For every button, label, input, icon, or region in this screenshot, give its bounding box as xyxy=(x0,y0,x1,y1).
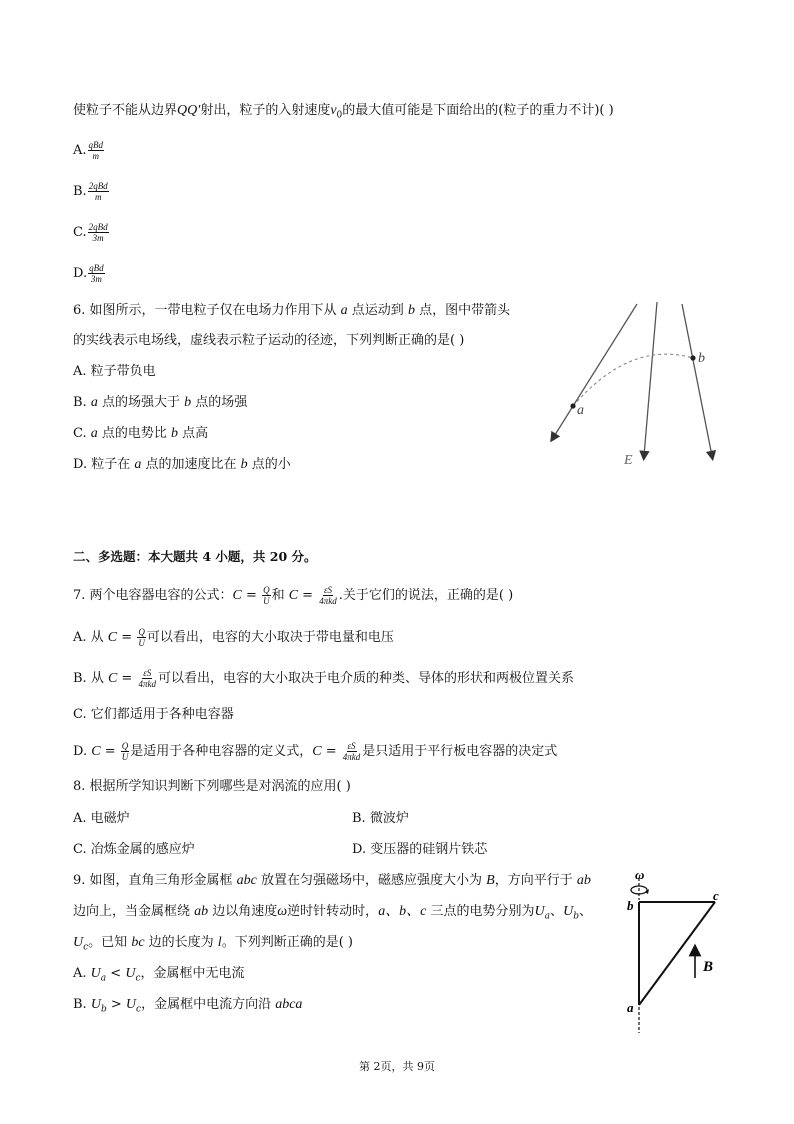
label-a: a xyxy=(627,1000,634,1015)
field-line-left xyxy=(553,304,637,438)
q8-option-b: B. 微波炉 xyxy=(352,811,409,826)
q8-stem: 8. 根据所学知识判断下列哪些是对涡流的应用( ) xyxy=(73,779,351,794)
label-B: B xyxy=(703,959,714,975)
q9-option-a: A. $U_a < U_c$，金属框中无电流 xyxy=(73,966,245,984)
q5-stem: 使粒子不能从边界QQ′射出，粒子的入射速度$v_0$的最大值可能是下面给出的(粒子的重力不计)( ) xyxy=(73,103,614,121)
q6-stem-line1: 6. 如图所示，一带电粒子仅在电场力作用下从 a 点运动到 b 点，图中带箭头 xyxy=(73,303,511,318)
side-ac xyxy=(639,902,715,1005)
q8-option-d: D. 变压器的硅钢片铁芯 xyxy=(352,842,488,857)
q9-option-b: B. $U_b > U_c$，金属框中电流方向沿 abca xyxy=(73,997,303,1015)
label-b: b xyxy=(627,898,634,913)
q9-stem-line2: 边向上，当金属框绕 ab 边以角速度ω逆时针转动时，a、b、c 三点的电势分别为$U_a$、$U_b$、 xyxy=(73,904,592,922)
q6-option-a: A. 粒子带负电 xyxy=(73,364,156,379)
q9-stem-line1: 9. 如图，直角三角形金属框 abc 放置在匀强磁场中，磁感应强度大小为 B，方向平行于 ab xyxy=(73,873,591,888)
section-title-multiple-choice: 二、多选题：本大题共 4 小题，共 20 分。 xyxy=(73,549,317,564)
trajectory-dashed xyxy=(573,354,693,406)
q9-stem-line3: $U_c$。已知 bc 边的长度为 l。下列判断正确的是( ) xyxy=(73,935,353,953)
field-line-right xyxy=(682,304,712,456)
q8-option-c: C. 冶炼金属的感应炉 xyxy=(73,842,195,857)
q7-option-b: B. 从 C = $\frac{\varepsilon S}{\text{4πkd}}$ 可以看出，电容的大小取决于电介质的种类、导体的形状和两极位置关系 xyxy=(73,668,574,689)
q7-option-a: A. 从 C = $\frac{Q}{U}$ 可以看出，电容的大小取决于带电量和电压 xyxy=(73,627,394,648)
page-footer: 第 2页，共 9页 xyxy=(359,1060,435,1073)
q6-field-figure xyxy=(540,298,730,470)
q5-option-c: C. $\frac{\text{2qBd}}{3m}$ xyxy=(73,222,108,243)
q6-option-b: B. a 点的场强大于 b 点的场强 xyxy=(73,395,248,410)
q8-option-a: A. 电磁炉 xyxy=(73,811,130,826)
label-omega: ω xyxy=(635,868,645,882)
label-c: c xyxy=(713,888,719,903)
q5-option-a: A. $\frac{\text{qBd}}{m}$ xyxy=(73,140,104,161)
point-b xyxy=(690,355,695,360)
field-line-middle xyxy=(644,302,657,456)
q6-stem-line2: 的实线表示电场线，虚线表示粒子运动的径迹，下列判断正确的是( ) xyxy=(73,333,465,348)
label-E: E xyxy=(624,453,633,468)
label-b: b xyxy=(698,351,705,366)
q9-triangle-figure xyxy=(615,868,735,1038)
q6-option-d: D. 粒子在 a 点的加速度比在 b 点的小 xyxy=(73,457,291,472)
q7-option-c: C. 它们都适用于各种电容器 xyxy=(73,707,234,722)
q5-option-d: D. $\frac{\text{qBd}}{3m}$ xyxy=(73,263,104,284)
q7-option-d: D. C = $\frac{Q}{U}$ 是适用于各种电容器的定义式，C = $\frac{\varepsilon S}{\text{4πkd}}$ 是只适用于平行板电容器的决定式 xyxy=(73,741,558,762)
q6-option-c: C. a 点的电势比 b 点高 xyxy=(73,426,209,441)
label-a: a xyxy=(577,403,584,418)
q7-stem: 7. 两个电容器电容的公式：C = $\frac{Q}{U}$ 和 C = $\frac{\varepsilon S}{\text{4πkd}}$ .关于它们的说法，正确的是( ) xyxy=(73,585,514,606)
point-a xyxy=(570,403,575,408)
q5-option-b: B. $\frac{\text{2qBd}}{m}$ xyxy=(73,181,108,202)
